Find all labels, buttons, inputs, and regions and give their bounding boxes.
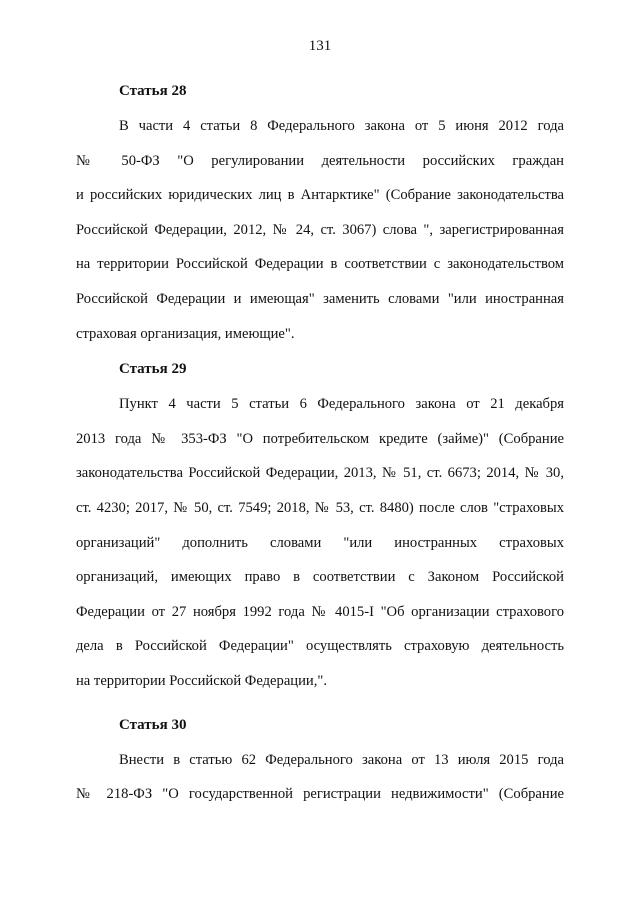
text-line: ст. 4230; 2017, № 50, ст. 7549; 2018, № 53, ст. 8480) после слов "страховых: [76, 499, 564, 516]
text-line: Пункт 4 части 5 статьи 6 Федерального закона от 21 декабря: [119, 396, 564, 413]
text-line: страховая организация, имеющие".: [76, 325, 295, 342]
article-paragraph: [76, 109, 564, 351]
article-28: [76, 73, 564, 351]
page-number: 131: [308, 38, 332, 54]
article-paragraph: [76, 387, 564, 698]
text-line: и российских юридических лиц в Антарктике" (Собрание законодательства: [76, 187, 564, 204]
text-line: В части 4 статьи 8 Федерального закона от 5 июня 2012 года: [119, 118, 564, 134]
text-line: организаций" дополнить словами "или иностранных страховых: [76, 534, 564, 551]
text-line: № 218-ФЗ "О государственной регистрации недвижимости" (Собрание: [76, 786, 564, 803]
article-heading: Статья 29: [119, 361, 187, 378]
text-line: Российской Федерации, 2012, № 24, ст. 3067) слова ", зарегистрированная: [76, 221, 564, 238]
article-heading: Статья 30: [119, 716, 187, 733]
text-line: на территории Российской Федерации в соответствии с законодательством: [76, 256, 564, 273]
text-line: № 50-ФЗ "О регулировании деятельности российских граждан: [76, 152, 564, 169]
text-line: дела в Российской Федерации" осуществлять страховую деятельность: [76, 638, 564, 655]
text-line: законодательства Российской Федерации, 2013, № 51, ст. 6673; 2014, № 30,: [76, 465, 564, 482]
text-line: Внести в статью 62 Федерального закона от 13 июля 2015 года: [119, 751, 564, 768]
text-line: Федерации от 27 ноября 1992 года № 4015-I "Об организации страхового: [76, 603, 564, 620]
article-29: [76, 351, 564, 698]
text-line: Российской Федерации и имеющая" заменить словами "или иностранная: [76, 290, 564, 307]
text-line: организаций, имеющих право в соответствии с Законом Российской: [76, 569, 564, 586]
article-30: [76, 707, 564, 812]
text-line: 2013 года № 353-ФЗ "О потребительском кредите (займе)" (Собрание: [76, 430, 564, 447]
text-line: на территории Российской Федерации,".: [76, 672, 327, 689]
article-heading: Статья 28: [119, 83, 187, 99]
document-body: [76, 73, 564, 812]
article-paragraph: [76, 743, 564, 812]
